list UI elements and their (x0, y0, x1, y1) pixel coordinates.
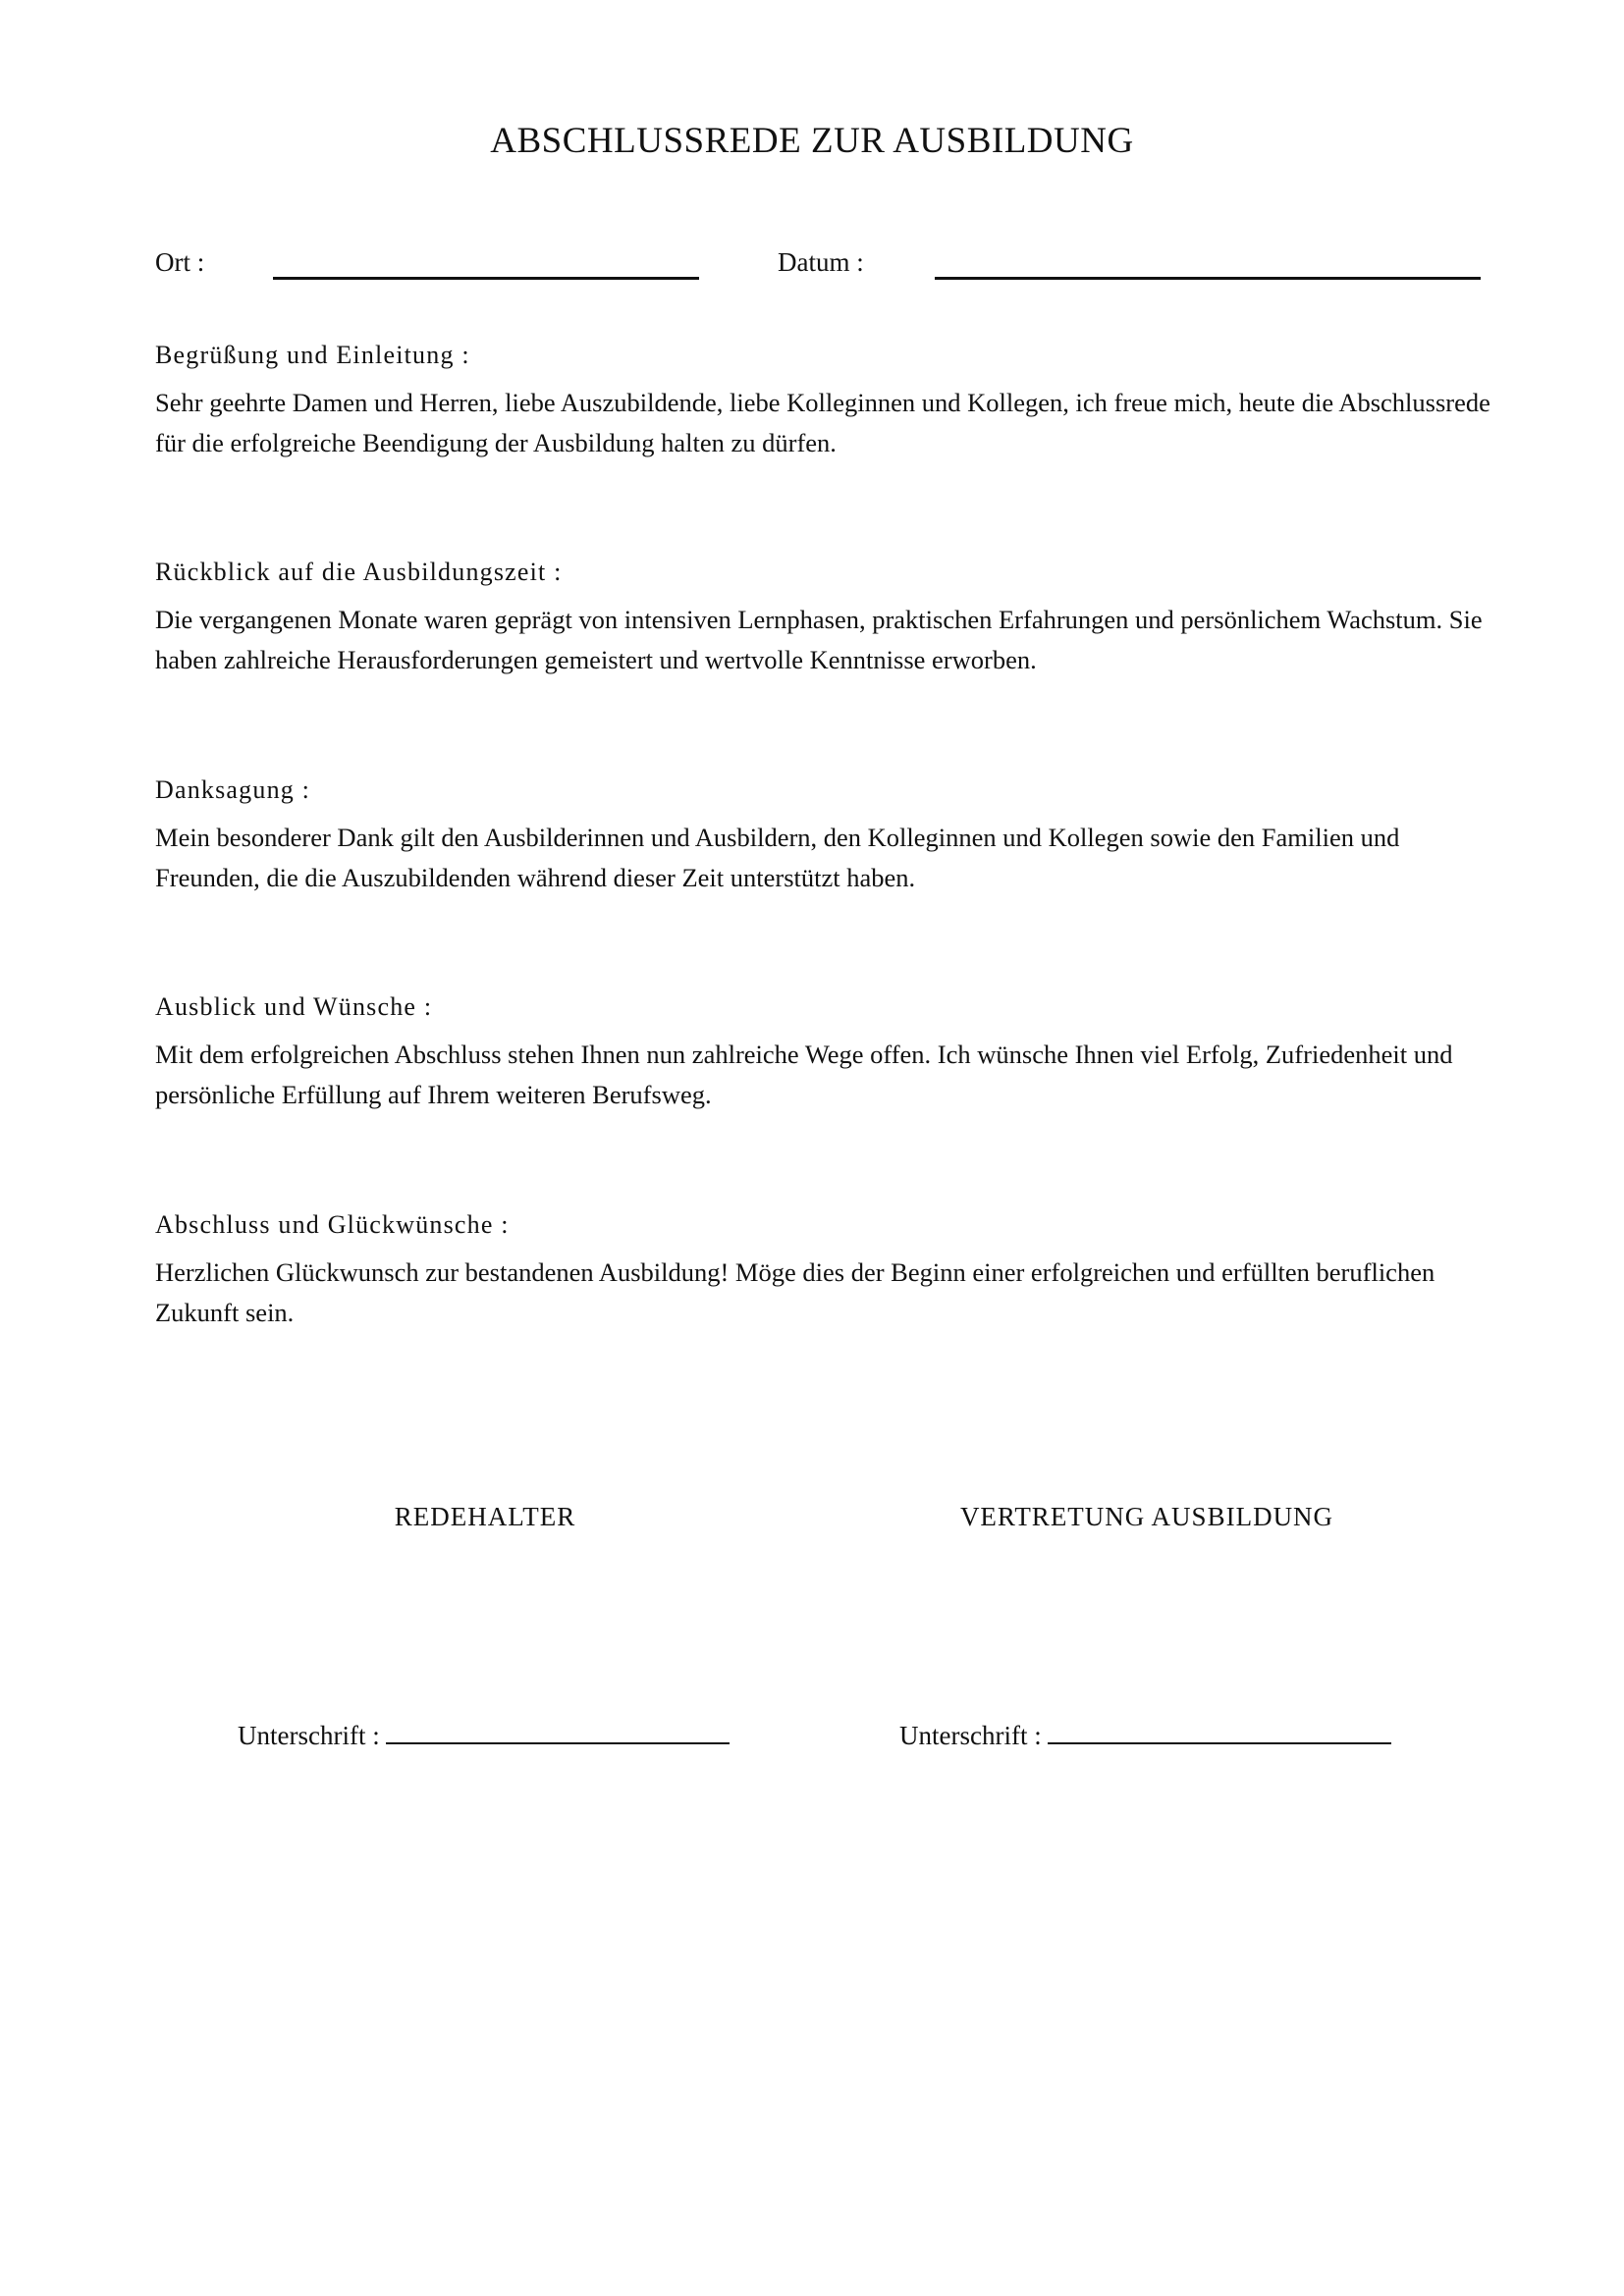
signature-row-speaker (238, 1720, 730, 1751)
section-body: Die vergangenen Monate waren geprägt von intensiven Lernphasen, praktischen Erfahrungen und persönlichem Wachstum. Sie haben zahlreiche Herausforderungen gemeistert und wertvolle Kenntnisse erworben. (155, 605, 1483, 674)
section-outlook (155, 991, 1490, 1115)
date-input-line[interactable] (935, 277, 1481, 280)
section-body: Mit dem erfolgreichen Abschluss stehen Ihnen nun zahlreiche Wege offen. Ich wünsche Ihnen viel Erfolg, Zufriedenheit und persönliche Erfüllung auf Ihrem weiteren Berufsweg. (155, 1040, 1453, 1109)
section-heading: Begrüßung und Einleitung : (155, 341, 470, 369)
section-body: Mein besonderer Dank gilt den Ausbilderinnen und Ausbildern, den Kolleginnen und Kollegen sowie den Familien und Freunden, die die Auszubildenden während dieser Zeit unterstützt haben. (155, 823, 1400, 892)
date-label: Datum : (778, 247, 864, 277)
section-body: Herzlichen Glückwunsch zur bestandenen Ausbildung! Möge dies der Beginn einer erfolgreichen und erfüllten beruflichen Zukunft sein. (155, 1257, 1435, 1327)
section-heading: Danksagung : (155, 775, 311, 804)
place-input-line[interactable] (273, 277, 699, 280)
section-review (155, 557, 1490, 680)
section-greeting (155, 340, 1490, 463)
signature-label: Unterschrift : (238, 1721, 380, 1750)
section-thanks (155, 774, 1490, 898)
signature-label: Unterschrift : (899, 1721, 1042, 1750)
section-closing (155, 1209, 1490, 1333)
signature-role-speaker: REDEHALTER (394, 1502, 576, 1531)
signature-row-training-representative (899, 1720, 1391, 1751)
place-label: Ort : (155, 247, 205, 277)
signature-line-speaker[interactable] (386, 1742, 730, 1744)
signature-line-training-representative[interactable] (1048, 1742, 1391, 1744)
section-heading: Rückblick auf die Ausbildungszeit : (155, 558, 563, 586)
section-heading: Abschluss und Glückwünsche : (155, 1210, 510, 1239)
signature-role-training-representative: VERTRETUNG AUSBILDUNG (959, 1502, 1334, 1531)
section-heading: Ausblick und Wünsche : (155, 992, 433, 1021)
document-title: ABSCHLUSSREDE ZUR AUSBILDUNG (490, 121, 1134, 161)
section-body: Sehr geehrte Damen und Herren, liebe Auszubildende, liebe Kolleginnen und Kollegen, ich freue mich, heute die Abschlussrede für die erfolgreiche Beendigung der Ausbildung halten zu dürfen. (155, 388, 1490, 457)
